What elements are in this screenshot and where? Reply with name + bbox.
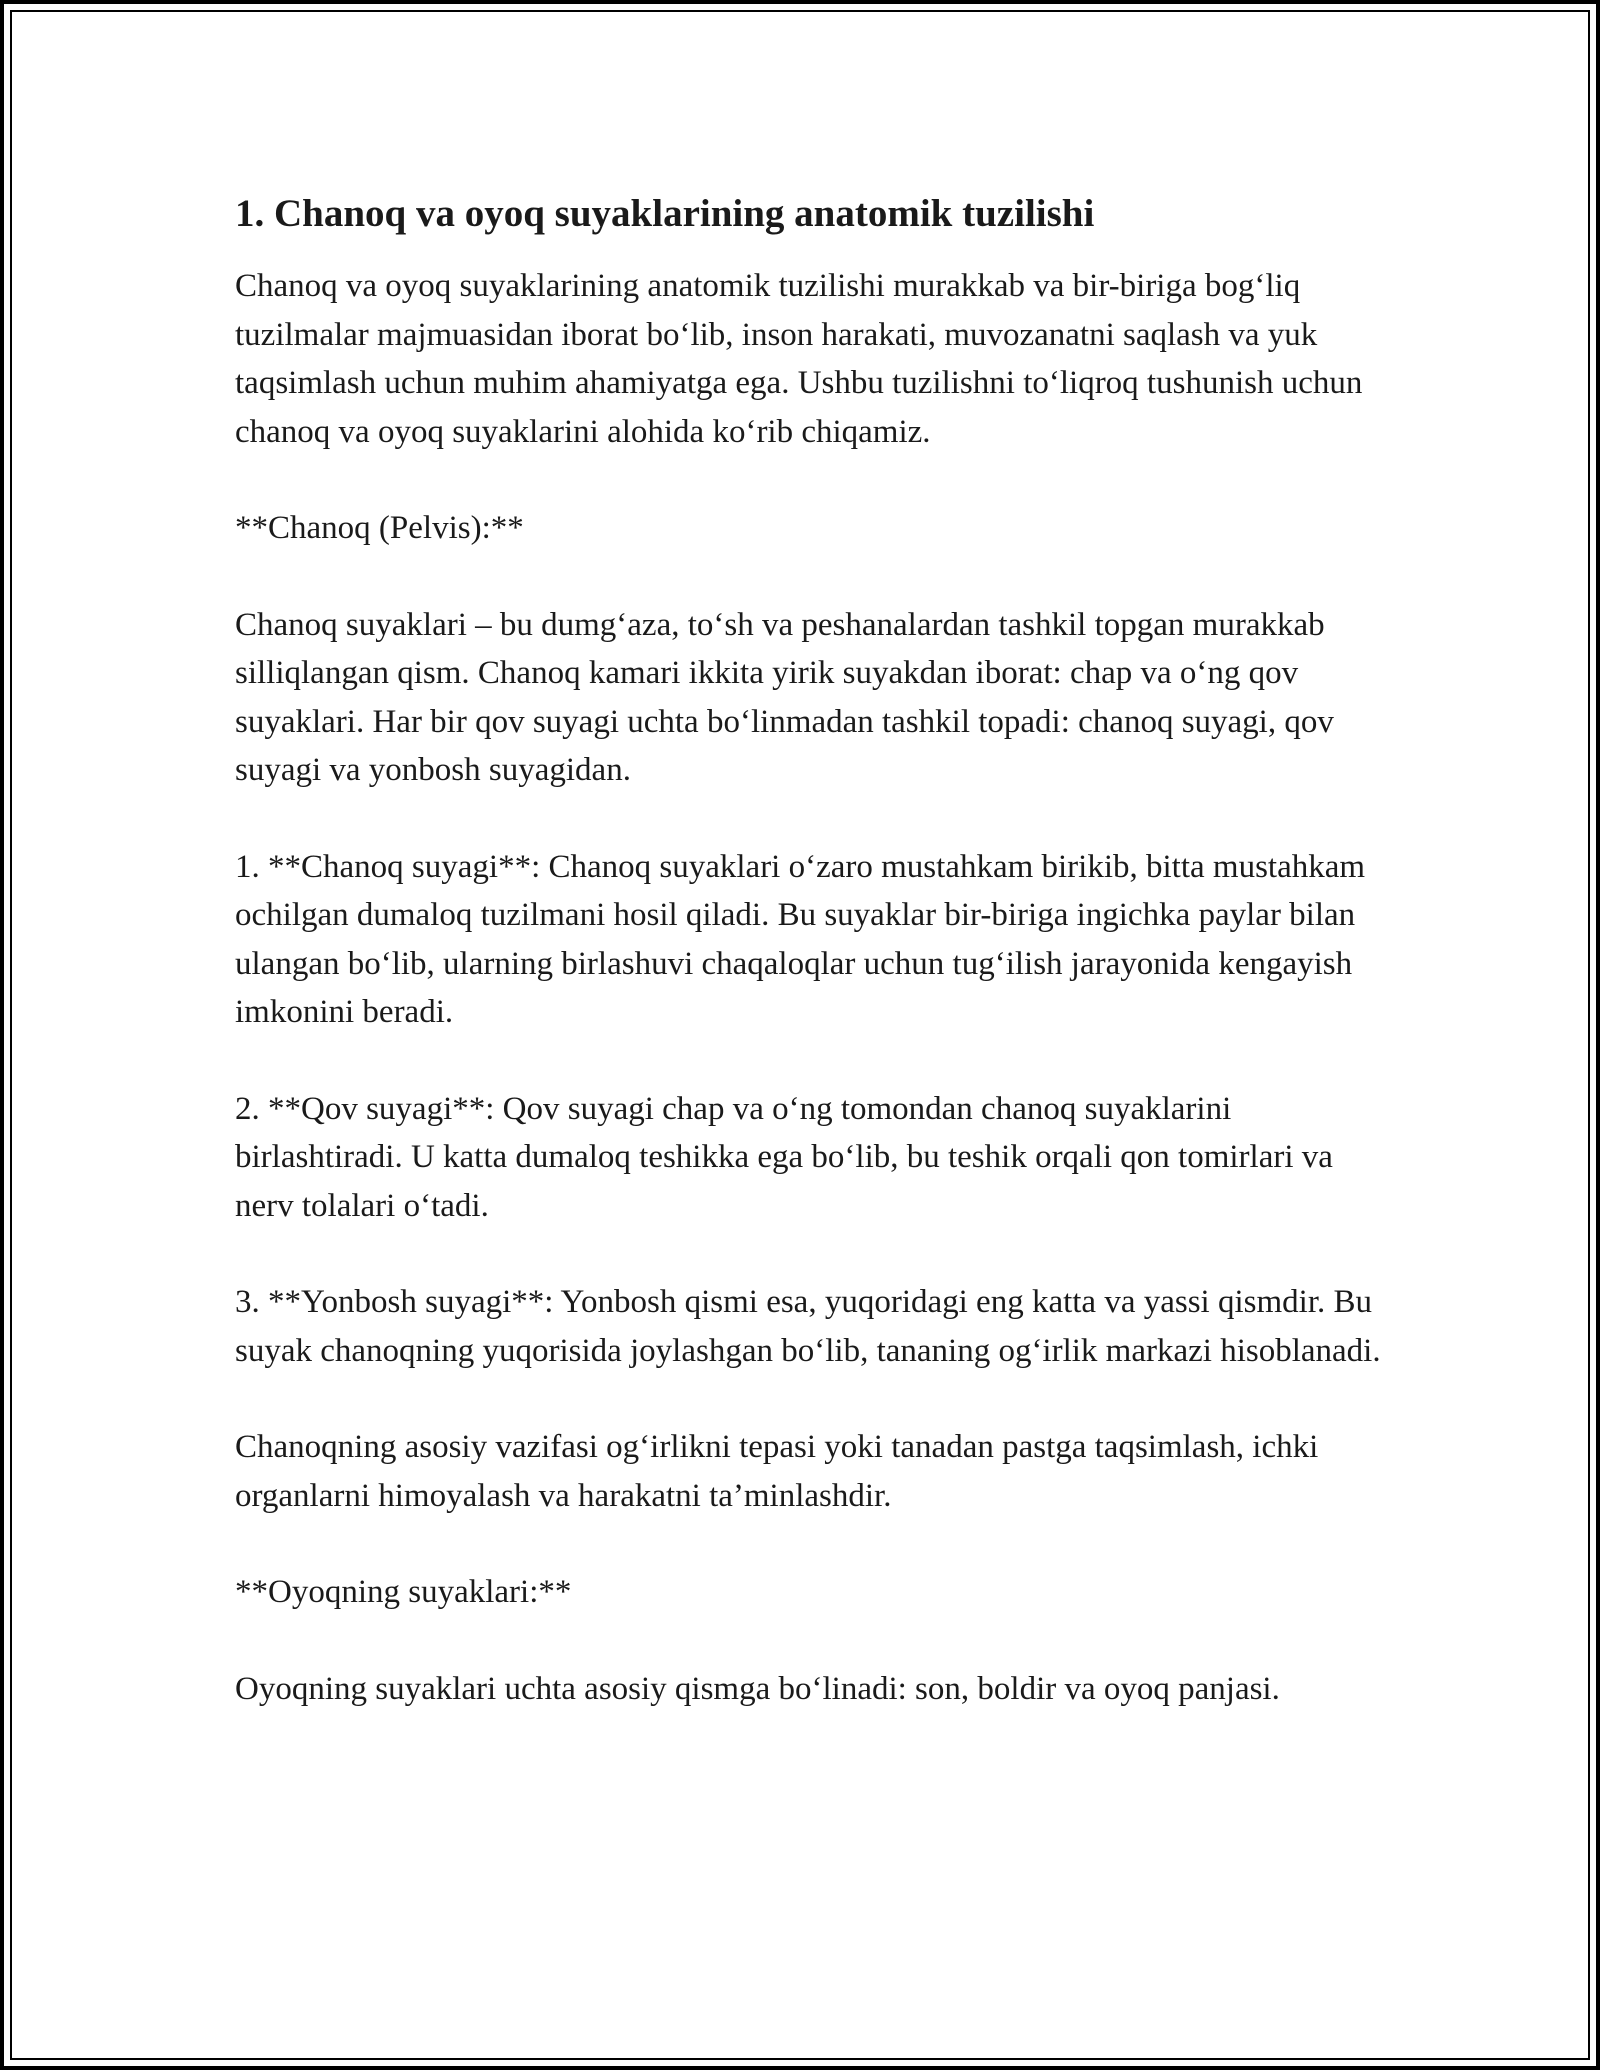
document-body [235,186,1385,1761]
list-item-chanoq-suyagi: 1. **Chanoq suyagi**: Chanoq suyaklari o‘zaro mustahkam birikib, bitta mustahkam ochilgan dumaloq tuzilmani hosil qiladi. Bu suyaklar bir-biriga ingichka paylar bilan ulangan bo‘lib, ularning birlashuvi chaqaloqlar uchun tug‘ilish jarayonida kengayish imkonini beradi. [235,848,1366,1030]
subheading-leg-bones: **Oyoqning suyaklari:** [235,1574,572,1610]
subheading-pelvis: **Chanoq (Pelvis):** [235,510,524,546]
leg-bones-paragraph: Oyoqning suyaklari uchta asosiy qismga bo‘linadi: son, boldir va oyoq panjasi. [235,1670,1280,1707]
list-item-yonbosh-suyagi: 3. **Yonbosh suyagi**: Yonbosh qismi esa, yuqoridagi eng katta va yassi qismdir. Bu suyak chanoqning yuqorisida joylashgan bo‘lib, tananing og‘irlik markazi hisoblanadi. [235,1284,1381,1369]
pelvis-function-paragraph: Chanoqning asosiy vazifasi og‘irlikni tepasi yoki tanadan pastga taqsimlash, ichki organlarni himoyalash va harakatni ta’minlashdir. [235,1429,1319,1514]
intro-paragraph: Chanoq va oyoq suyaklarining anatomik tuzilishi murakkab va bir-biriga bog‘liq tuzilmalar majmuasidan iborat bo‘lib, inson harakati, muvozanatni saqlash va yuk taqsimlash uchun muhim ahamiyatga ega. Ushbu tuzilishni to‘liqroq tushunish uchun chanoq va oyoq suyaklarini alohida ko‘rib chiqamiz. [235,268,1363,450]
pelvis-paragraph: Chanoq suyaklari – bu dumg‘aza, to‘sh va peshanalardan tashkil topgan murakkab silliqlangan qism. Chanoq kamari ikkita yirik suyakdan iborat: chap va o‘ng qov suyaklari. Har bir qov suyagi uchta bo‘linmadan tashkil topadi: chanoq suyagi, qov suyagi va yonbosh suyagidan. [235,606,1334,788]
list-item-qov-suyagi: 2. **Qov suyagi**: Qov suyagi chap va o‘ng tomondan chanoq suyaklarini birlashtiradi. U katta dumaloq teshikka ega bo‘lib, bu teshik orqali qon tomirlari va nerv tolalari o‘tadi. [235,1090,1333,1224]
section-heading: 1. Chanoq va oyoq suyaklarining anatomik tuzilishi [235,192,1095,235]
